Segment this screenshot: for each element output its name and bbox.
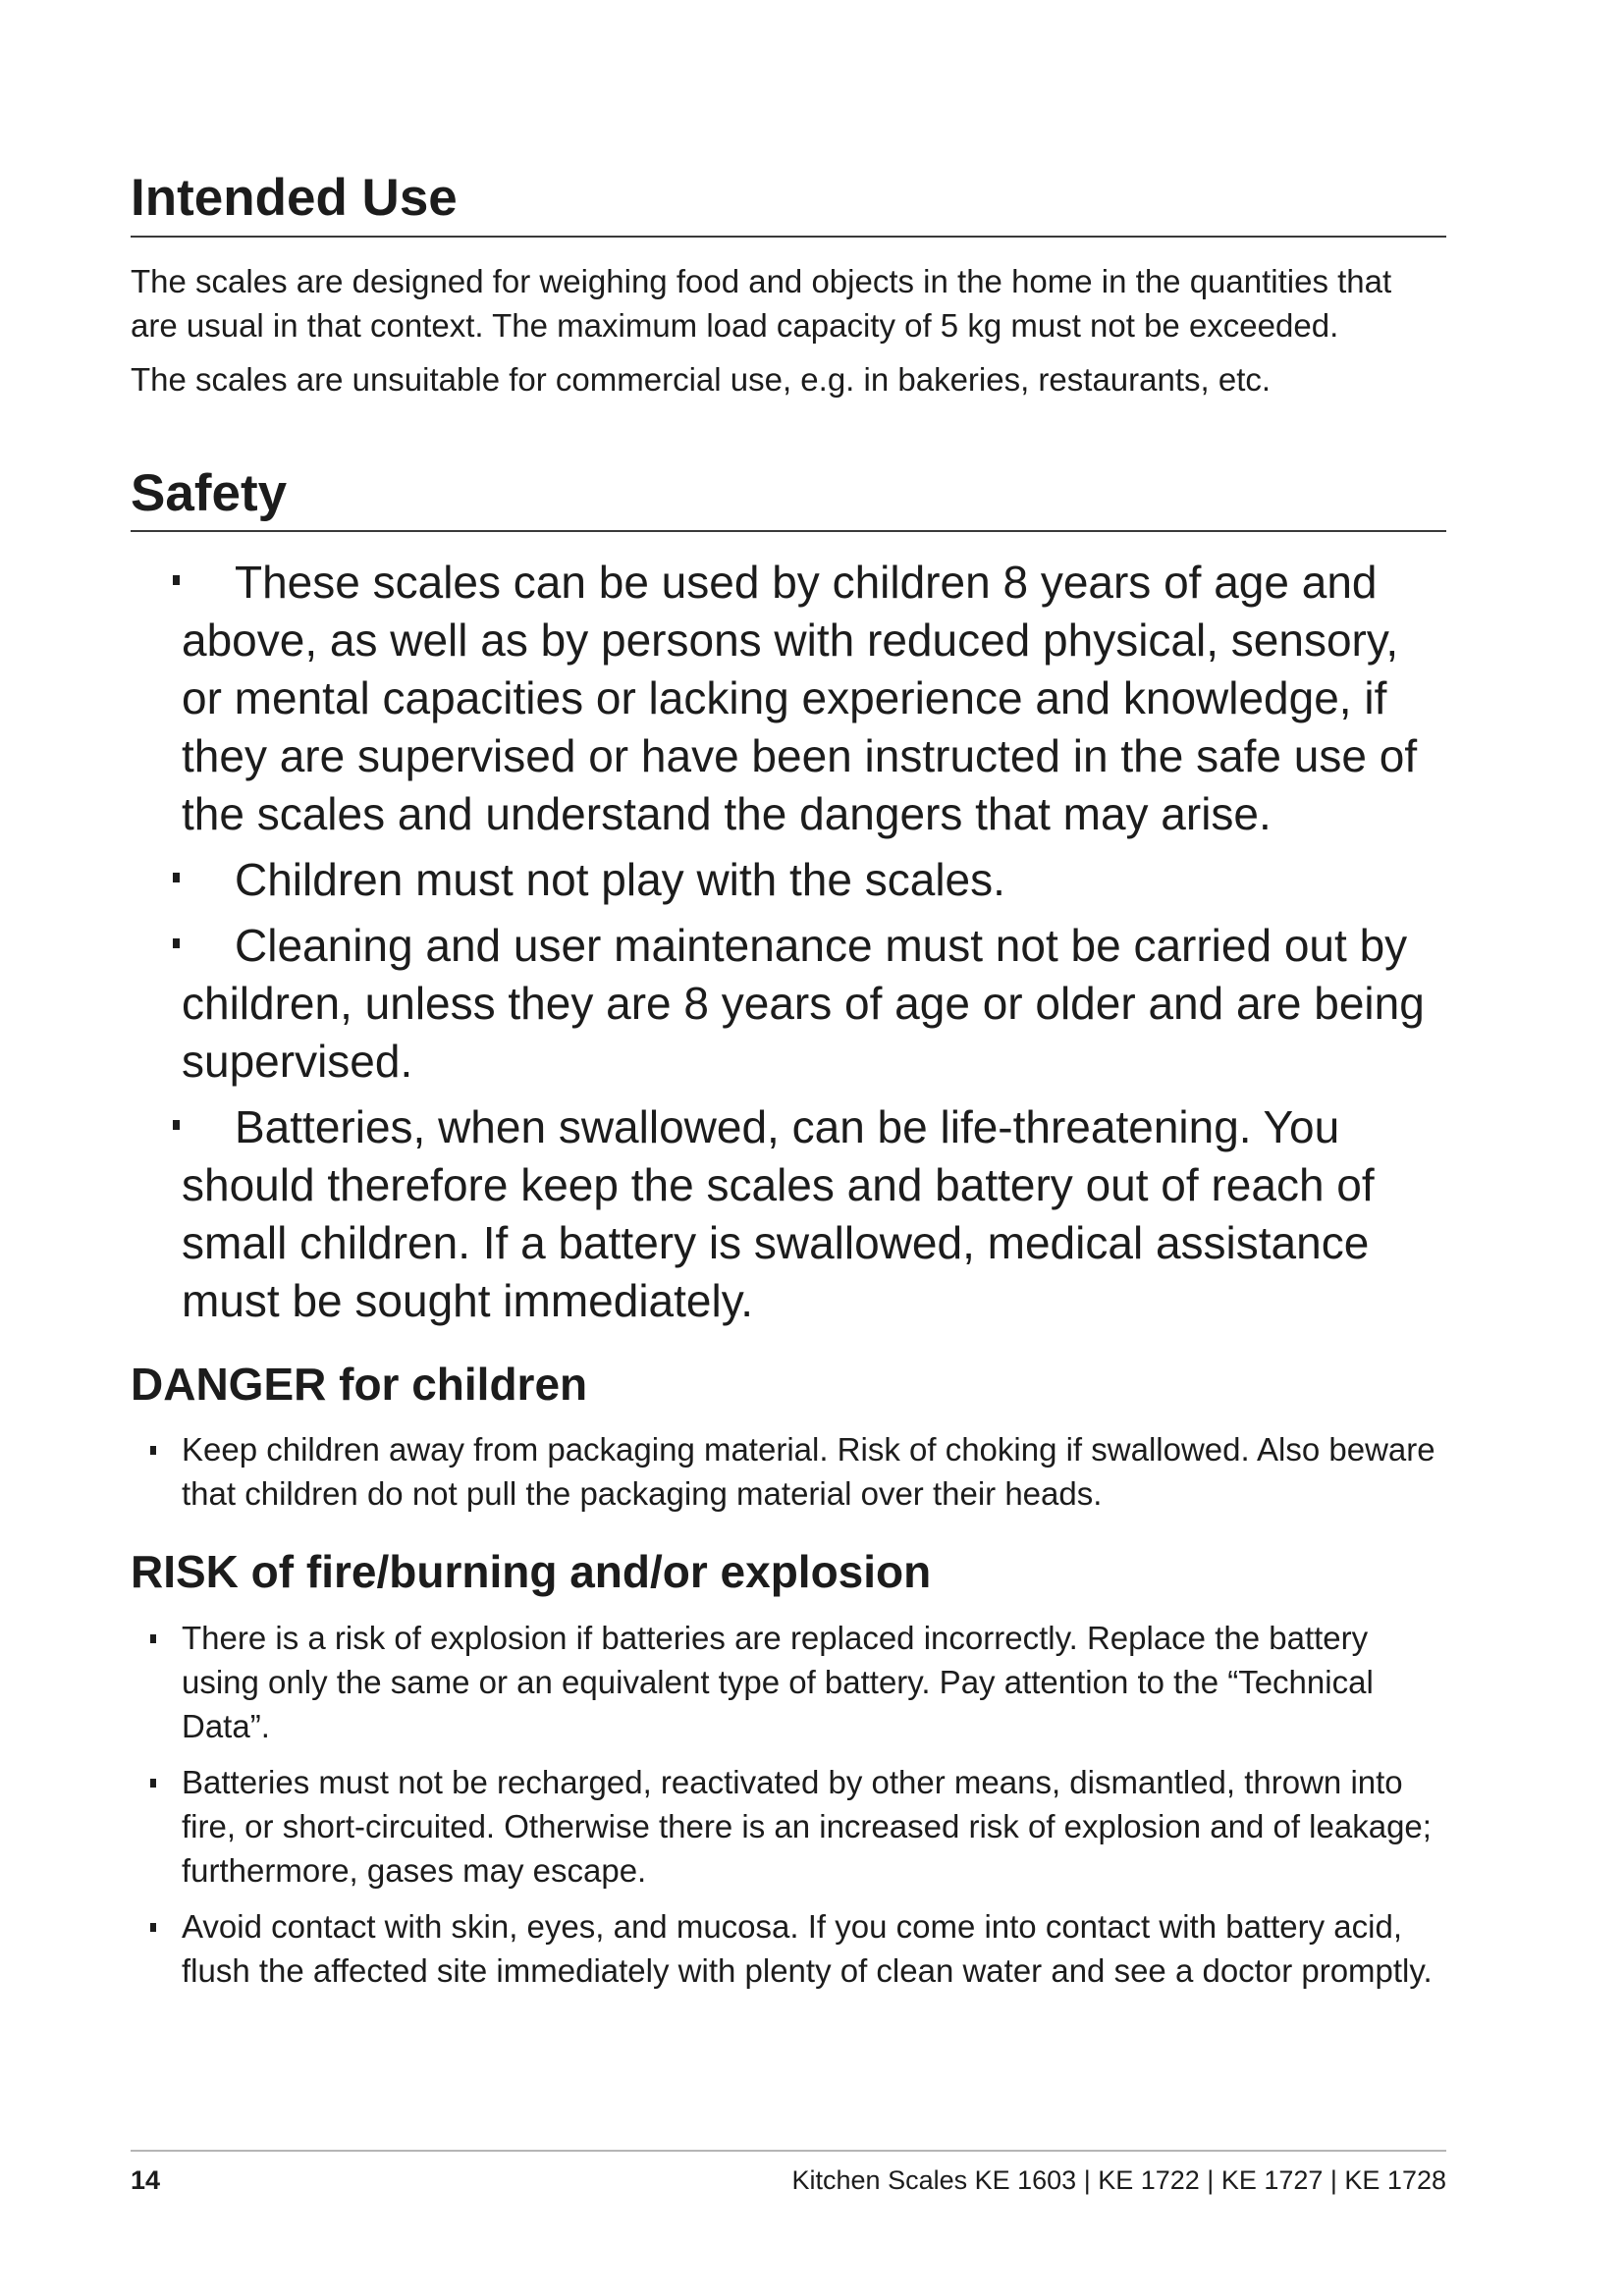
list-item: Children must not play with the scales. <box>131 851 1446 909</box>
intended-use-heading: Intended Use <box>131 167 1446 238</box>
list-item: There is a risk of explosion if batteries are replaced incorrectly. Replace the battery using only the same or an equivalent type of battery. Pay attention to the “Technical Data”. <box>131 1616 1446 1748</box>
footer-product-title: Kitchen Scales KE 1603 | KE 1722 | KE 1727 | KE 1728 <box>791 2165 1446 2195</box>
risk-fire-list <box>131 1616 1446 1993</box>
list-item: Cleaning and user maintenance must not be carried out by children, unless they are 8 years of age or older and are being supervised. <box>131 917 1446 1091</box>
safety-heading: Safety <box>131 462 1446 533</box>
list-item: Batteries must not be recharged, reactivated by other means, dismantled, thrown into fire, or short-circuited. Otherwise there is an increased risk of explosion and of leakage; furthermore, gases may escape. <box>131 1760 1446 1893</box>
danger-children-list <box>131 1427 1446 1516</box>
risk-fire-heading: RISK of fire/burning and/or explosion <box>131 1546 932 1598</box>
danger-children-heading: DANGER for children <box>131 1359 588 1411</box>
intended-use-body <box>131 259 1446 401</box>
list-item: Avoid contact with skin, eyes, and mucosa. If you come into contact with battery acid, flush the affected site immediately with plenty of clean water and see a doctor promptly. <box>131 1904 1446 1993</box>
list-item: These scales can be used by children 8 years of age and above, as well as by persons with reduced physical, sensory, or mental capacities or lacking experience and knowledge, if they are supervised or have been instructed in the safe use of the scales and understand the dangers that may arise. <box>131 554 1446 843</box>
list-item: Batteries, when swallowed, can be life-threatening. You should therefore keep the scales and battery out of reach of small children. If a battery is swallowed, medical assistance must be sought immediately. <box>131 1098 1446 1330</box>
safety-list <box>131 554 1446 1330</box>
intended-use-paragraph: The scales are unsuitable for commercial use, e.g. in bakeries, restaurants, etc. <box>131 360 1272 398</box>
page-number: 14 <box>131 2165 161 2195</box>
list-item: Keep children away from packaging material. Risk of choking if swallowed. Also beware that children do not pull the packaging material over their heads. <box>131 1427 1446 1516</box>
intended-use-paragraph: The scales are designed for weighing food and objects in the home in the quantities that are usual in that context. The maximum load capacity of 5 kg must not be exceeded. <box>131 262 1392 344</box>
page-content <box>131 167 1446 2004</box>
page-footer <box>131 2150 1446 2196</box>
